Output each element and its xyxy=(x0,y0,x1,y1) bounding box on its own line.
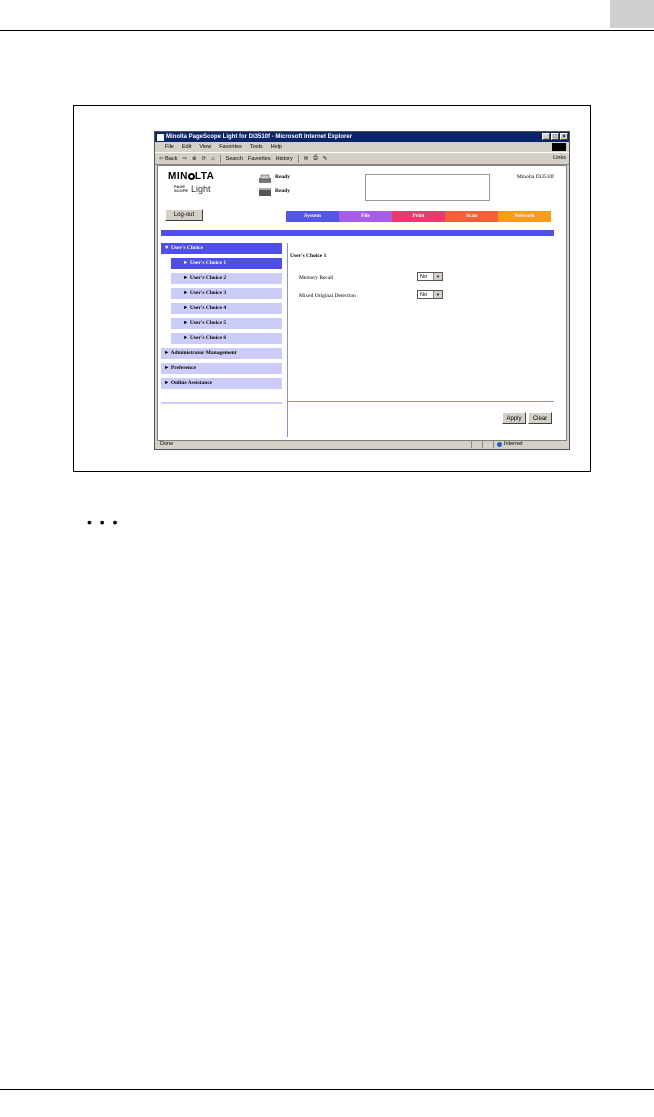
edit-icon[interactable]: ✎ xyxy=(322,155,328,162)
sidebar xyxy=(161,243,282,393)
window-controls xyxy=(542,133,568,140)
sidebar-item-preference[interactable]: ► Preference xyxy=(161,363,282,374)
tab-scan[interactable]: Scan xyxy=(445,211,498,222)
print-icon[interactable]: ⎙ xyxy=(313,155,318,161)
mixed-original-detection-label: Mixed Original Detection xyxy=(299,293,356,299)
links-button[interactable]: Links xyxy=(553,155,566,161)
mixed-original-detection-select[interactable] xyxy=(417,290,443,299)
model-name: Minolta Di3510f xyxy=(516,174,554,180)
favorites-button[interactable]: Favorites xyxy=(247,155,271,162)
sidebar-item-online-assistance[interactable]: ► Online Assistance xyxy=(161,378,282,389)
memory-recall-select[interactable] xyxy=(417,272,443,281)
chevron-down-icon: ▼ xyxy=(433,291,442,298)
zone-label: Internet xyxy=(504,441,523,447)
status-bar xyxy=(157,440,567,448)
content-divider xyxy=(287,243,288,437)
minimize-button[interactable]: _ xyxy=(542,133,550,140)
page-viewport xyxy=(157,165,567,441)
toolbar-separator xyxy=(220,155,221,163)
ellipsis-marker: • • • xyxy=(87,514,120,530)
sidebar-item-users-choice[interactable]: ▼ User's Choice xyxy=(161,243,282,254)
status-text: Done xyxy=(160,441,174,447)
sidebar-bottom-rule xyxy=(161,402,282,404)
toolbar-separator xyxy=(298,155,299,163)
clear-button[interactable]: Clear xyxy=(528,412,552,424)
menu-edit[interactable]: Edit xyxy=(181,144,192,150)
title-bar xyxy=(155,132,569,142)
page-header-rule xyxy=(0,30,654,31)
content-bottom-rule xyxy=(288,401,554,402)
logout-button[interactable]: Log-out xyxy=(165,209,203,221)
security-zone xyxy=(493,441,567,448)
pagescope-tag: PAGE SCOPE xyxy=(174,184,189,193)
printer-status-text: Ready xyxy=(275,174,290,180)
back-button[interactable]: ⇦ Back xyxy=(159,155,178,162)
menu-tools[interactable]: Tools xyxy=(249,144,263,150)
scanner-status-icon xyxy=(258,187,272,197)
toolbar xyxy=(155,153,569,165)
page-tab xyxy=(610,0,654,28)
memory-recall-label: Memory Recall xyxy=(299,275,334,281)
printer-status-icon xyxy=(258,174,272,184)
menu-help[interactable]: Help xyxy=(270,144,282,150)
page-footer-rule xyxy=(0,1089,654,1090)
nav-strip xyxy=(161,230,554,236)
forward-button[interactable]: ⇨ xyxy=(182,155,187,162)
chevron-down-icon: ▼ xyxy=(433,273,442,280)
sidebar-item-users-choice-3[interactable]: ► User's Choice 3 xyxy=(171,288,282,299)
stop-icon[interactable]: ⊗ xyxy=(191,155,197,162)
menu-file[interactable]: File xyxy=(165,144,174,150)
mail-icon[interactable]: ✉ xyxy=(303,155,309,162)
sidebar-item-users-choice-6[interactable]: ► User's Choice 6 xyxy=(171,333,282,344)
browser-window xyxy=(154,131,570,450)
sidebar-item-users-choice-4[interactable]: ► User's Choice 4 xyxy=(171,303,282,314)
sidebar-item-administrator-management[interactable]: ► Administrator Management xyxy=(161,348,282,359)
globe-icon xyxy=(497,442,502,447)
window-title: Minolta PageScope Light for Di3510f - Microsoft Internet Explorer xyxy=(166,134,353,140)
mixed-original-detection-value: No xyxy=(420,292,428,298)
status-cell xyxy=(471,441,482,448)
memory-recall-value: No xyxy=(420,274,428,280)
sidebar-item-users-choice-2[interactable]: ► User's Choice 2 xyxy=(171,273,282,284)
menu-view[interactable]: View xyxy=(199,144,212,150)
sidebar-item-users-choice-1[interactable]: ► User's Choice 1 xyxy=(171,258,282,269)
apply-button[interactable]: Apply xyxy=(502,412,526,424)
category-tabs xyxy=(286,211,551,222)
menu-favorites[interactable]: Favorites xyxy=(219,144,242,150)
scanner-status-text: Ready xyxy=(275,188,290,194)
menu-bar xyxy=(155,142,569,153)
tab-print[interactable]: Print xyxy=(392,211,445,222)
app-icon xyxy=(157,134,164,141)
tab-network[interactable]: Network xyxy=(498,211,551,222)
sidebar-item-users-choice-5[interactable]: ► User's Choice 5 xyxy=(171,318,282,329)
minolta-logo: MIN LTA xyxy=(168,171,215,182)
tab-system[interactable]: System xyxy=(286,211,339,222)
status-cell xyxy=(482,441,493,448)
refresh-icon[interactable]: ⟳ xyxy=(201,155,207,162)
windows-logo-icon xyxy=(552,143,566,151)
maximize-button[interactable]: □ xyxy=(551,133,559,140)
tab-file[interactable]: File xyxy=(339,211,392,222)
home-icon[interactable]: ⌂ xyxy=(211,155,215,162)
search-button[interactable]: Search xyxy=(225,155,243,162)
content-title: User's Choice 1 xyxy=(290,253,327,259)
close-button[interactable]: × xyxy=(560,133,568,140)
history-button[interactable]: History xyxy=(275,155,293,162)
pagescope-logo xyxy=(174,184,211,194)
message-box xyxy=(365,174,490,201)
pagescope-light-label: Light xyxy=(191,184,211,194)
